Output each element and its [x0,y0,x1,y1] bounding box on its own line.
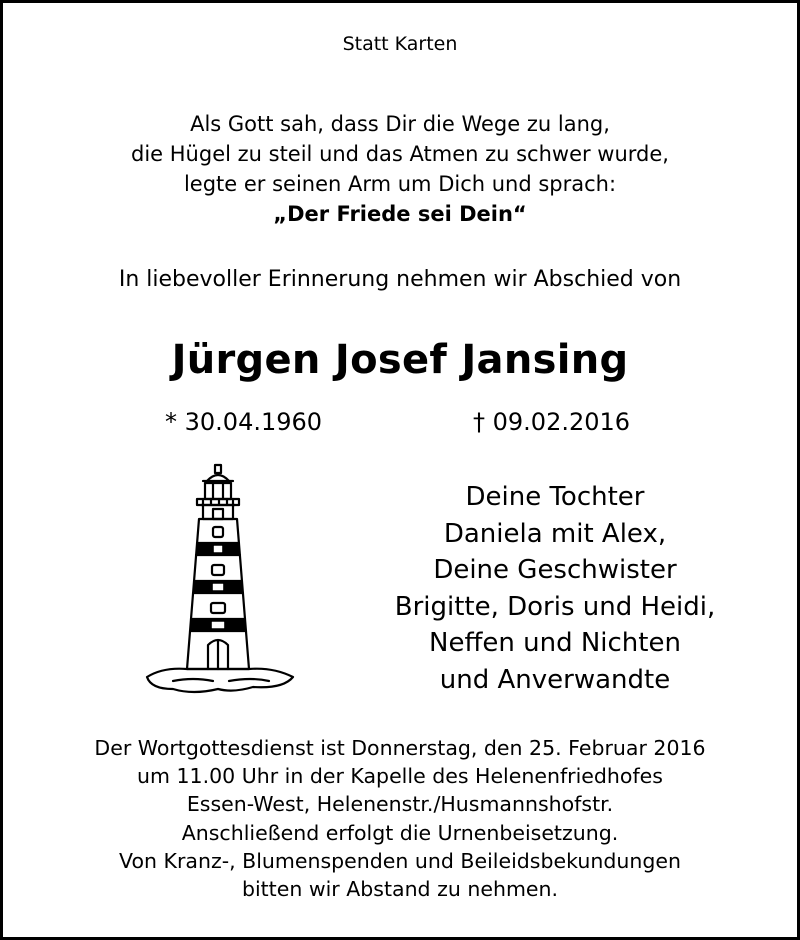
family-line: Neffen und Nichten [429,628,681,658]
poem [3,109,797,229]
service-line: Von Kranz-, Blumenspenden und Beileidsbekundungen [119,848,681,873]
deceased-name: Jürgen Josef Jansing [171,337,629,383]
death-date: † 09.02.2016 [473,408,631,436]
family-line: und Anverwandte [439,664,671,695]
family-line: Deine Geschwister [433,555,677,585]
header-text: Statt Karten [342,33,458,55]
family-line: Brigitte, Doris und Heidi, [394,591,716,622]
poem-line: die Hügel zu steil und das Atmen zu schwer wurde, [131,142,669,166]
poem-line: legte er seinen Arm um Dich und sprach: [183,172,617,196]
service-info [3,734,797,903]
family-line: Deine Tochter [465,482,645,512]
family-line: Daniela mit Alex, [443,518,667,549]
family-list [365,479,745,698]
birth-date: * 30.04.1960 [165,408,323,436]
intro-text: In liebevoller Erinnerung nehmen wir Abschied von [118,267,682,292]
lighthouse-icon [133,457,303,707]
service-line: Anschließend erfolgt die Urnenbeisetzung. [181,820,619,845]
service-line: bitten wir Abstand zu nehmen. [241,876,559,901]
poem-line: Als Gott sah, dass Dir die Wege zu lang, [190,112,610,136]
poem-quote: „Der Friede sei Dein“ [273,202,527,226]
service-line: Der Wortgottesdienst ist Donnerstag, den 25. Februar 2016 [94,736,706,760]
service-line: um 11.00 Uhr in der Kapelle des Helenenfriedhofes [137,764,663,789]
service-line: Essen-West, Helenenstr./Husmannshofstr. [186,792,614,817]
